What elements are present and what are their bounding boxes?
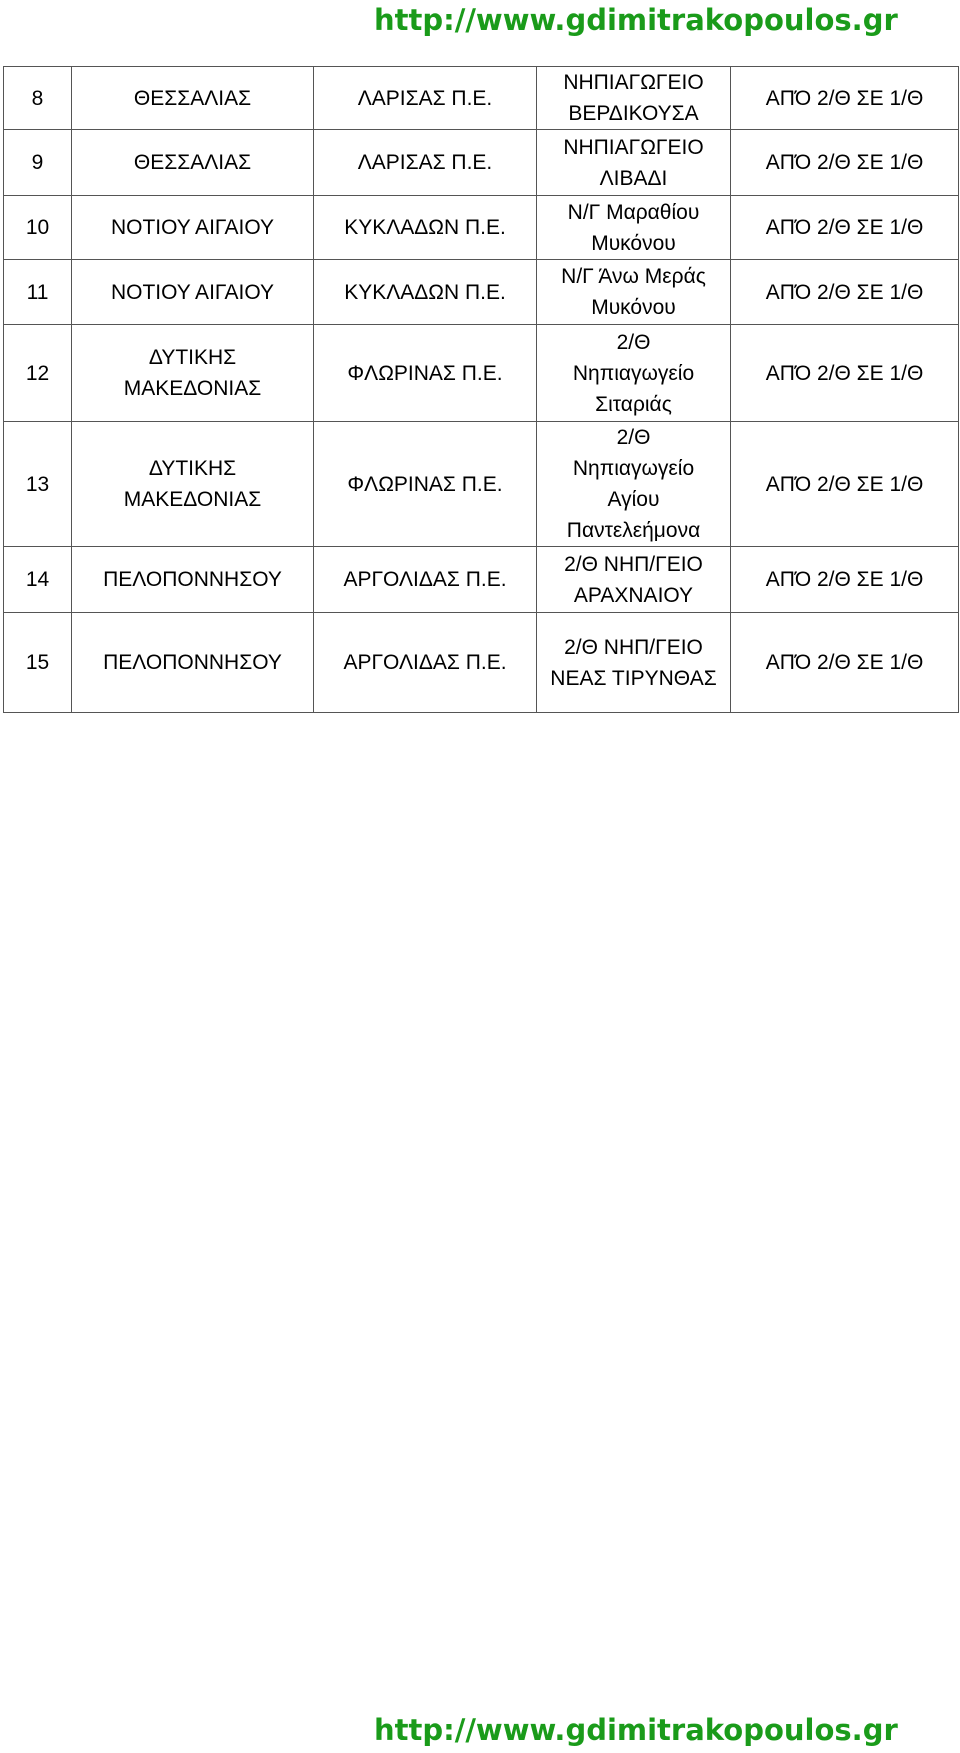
region-cell-line: ΔΥΤΙΚΗΣ [148,346,237,369]
region-cell: ΝΟΤΙΟΥ ΑΙΓΑΙΟΥ [72,196,314,260]
row-number: 14 [4,547,72,613]
school-cell [537,260,731,325]
school-cell [537,547,731,613]
change-cell: ΑΠΌ 2/Θ ΣΕ 1/Θ [731,325,959,422]
directorate-cell: ΑΡΓΟΛΙΔΑΣ Π.Ε. [314,613,537,713]
schools-table [3,66,959,713]
school-cell-line: Νηπιαγωγείο [572,361,695,385]
table-row [4,613,959,713]
directorate-cell: ΛΑΡΙΣΑΣ Π.Ε. [314,130,537,196]
change-cell: ΑΠΌ 2/Θ ΣΕ 1/Θ [731,547,959,613]
table-row [4,196,959,260]
school-cell-line: Μυκόνου [591,231,676,255]
school-cell-line: ΝΗΠΙΑΓΩΓΕΙΟ [563,135,704,159]
school-cell-line: ΝΗΠΙΑΓΩΓΕΙΟ [563,71,704,94]
row-number: 10 [4,196,72,260]
school-cell [537,130,731,196]
directorate-cell: ΚΥΚΛΑΔΩΝ Π.Ε. [314,196,537,260]
table-row [4,130,959,196]
school-cell-line: 2/Θ ΝΗΠ/ΓΕΙΟ [564,635,703,659]
table-body [4,67,959,713]
school-cell-line: Παντελεήμονα [566,519,701,542]
school-cell-line: 2/Θ ΝΗΠ/ΓΕΙΟ [564,552,703,576]
region-cell: ΝΟΤΙΟΥ ΑΙΓΑΙΟΥ [72,260,314,325]
directorate-cell: ΦΛΩΡΙΝΑΣ Π.Ε. [314,325,537,422]
directorate-cell: ΛΑΡΙΣΑΣ Π.Ε. [314,67,537,130]
school-cell [537,422,731,547]
school-cell-line: Ν/Γ Άνω Μεράς [561,265,706,288]
row-number: 8 [4,67,72,130]
region-cell [72,422,314,547]
school-cell-line: ΛΙΒΑΔΙ [599,166,668,190]
school-cell [537,196,731,260]
school-cell-line: Νηπιαγωγείο [572,457,695,480]
change-cell: ΑΠΌ 2/Θ ΣΕ 1/Θ [731,196,959,260]
change-cell: ΑΠΌ 2/Θ ΣΕ 1/Θ [731,422,959,547]
school-cell-line: ΒΕΡΔΙΚΟΥΣΑ [568,102,699,125]
school-cell-line: 2/Θ [616,330,651,354]
table-row [4,547,959,613]
directorate-cell: ΦΛΩΡΙΝΑΣ Π.Ε. [314,422,537,547]
row-number: 9 [4,130,72,196]
region-cell-line: ΜΑΚΕΔΟΝΙΑΣ [123,377,262,400]
table-row [4,325,959,422]
school-cell-line: 2/Θ [616,426,651,449]
school-cell-line: Σιταριάς [595,392,672,416]
region-cell-line: ΔΥΤΙΚΗΣ [148,457,237,480]
change-cell: ΑΠΌ 2/Θ ΣΕ 1/Θ [731,67,959,130]
school-cell [537,325,731,422]
school-cell [537,613,731,713]
school-cell-line: ΝΕΑΣ ΤΙΡΥΝΘΑΣ [550,666,717,690]
directorate-cell: ΚΥΚΛΑΔΩΝ Π.Ε. [314,260,537,325]
row-number: 13 [4,422,72,547]
table-row [4,422,959,547]
school-cell-line: Ν/Γ Μαραθίου [567,200,700,224]
change-cell: ΑΠΌ 2/Θ ΣΕ 1/Θ [731,613,959,713]
directorate-cell: ΑΡΓΟΛΙΔΑΣ Π.Ε. [314,547,537,613]
header-website-link[interactable]: http://www.gdimitrakopoulos.gr [374,3,898,37]
row-number: 15 [4,613,72,713]
region-cell: ΠΕΛΟΠΟΝΝΗΣΟΥ [72,613,314,713]
region-cell: ΠΕΛΟΠΟΝΝΗΣΟΥ [72,547,314,613]
region-cell: ΘΕΣΣΑΛΙΑΣ [72,130,314,196]
region-cell-line: ΜΑΚΕΔΟΝΙΑΣ [123,488,262,511]
table-row [4,260,959,325]
row-number: 12 [4,325,72,422]
school-cell [537,67,731,130]
footer-website-link[interactable]: http://www.gdimitrakopoulos.gr [374,1713,898,1747]
school-cell-line: ΑΡΑΧΝΑΙΟΥ [573,583,694,607]
change-cell: ΑΠΌ 2/Θ ΣΕ 1/Θ [731,260,959,325]
school-cell-line: Μυκόνου [591,296,676,319]
school-cell-line: Αγίου [607,488,660,511]
row-number: 11 [4,260,72,325]
table-row [4,67,959,130]
region-cell [72,325,314,422]
change-cell: ΑΠΌ 2/Θ ΣΕ 1/Θ [731,130,959,196]
region-cell: ΘΕΣΣΑΛΙΑΣ [72,67,314,130]
